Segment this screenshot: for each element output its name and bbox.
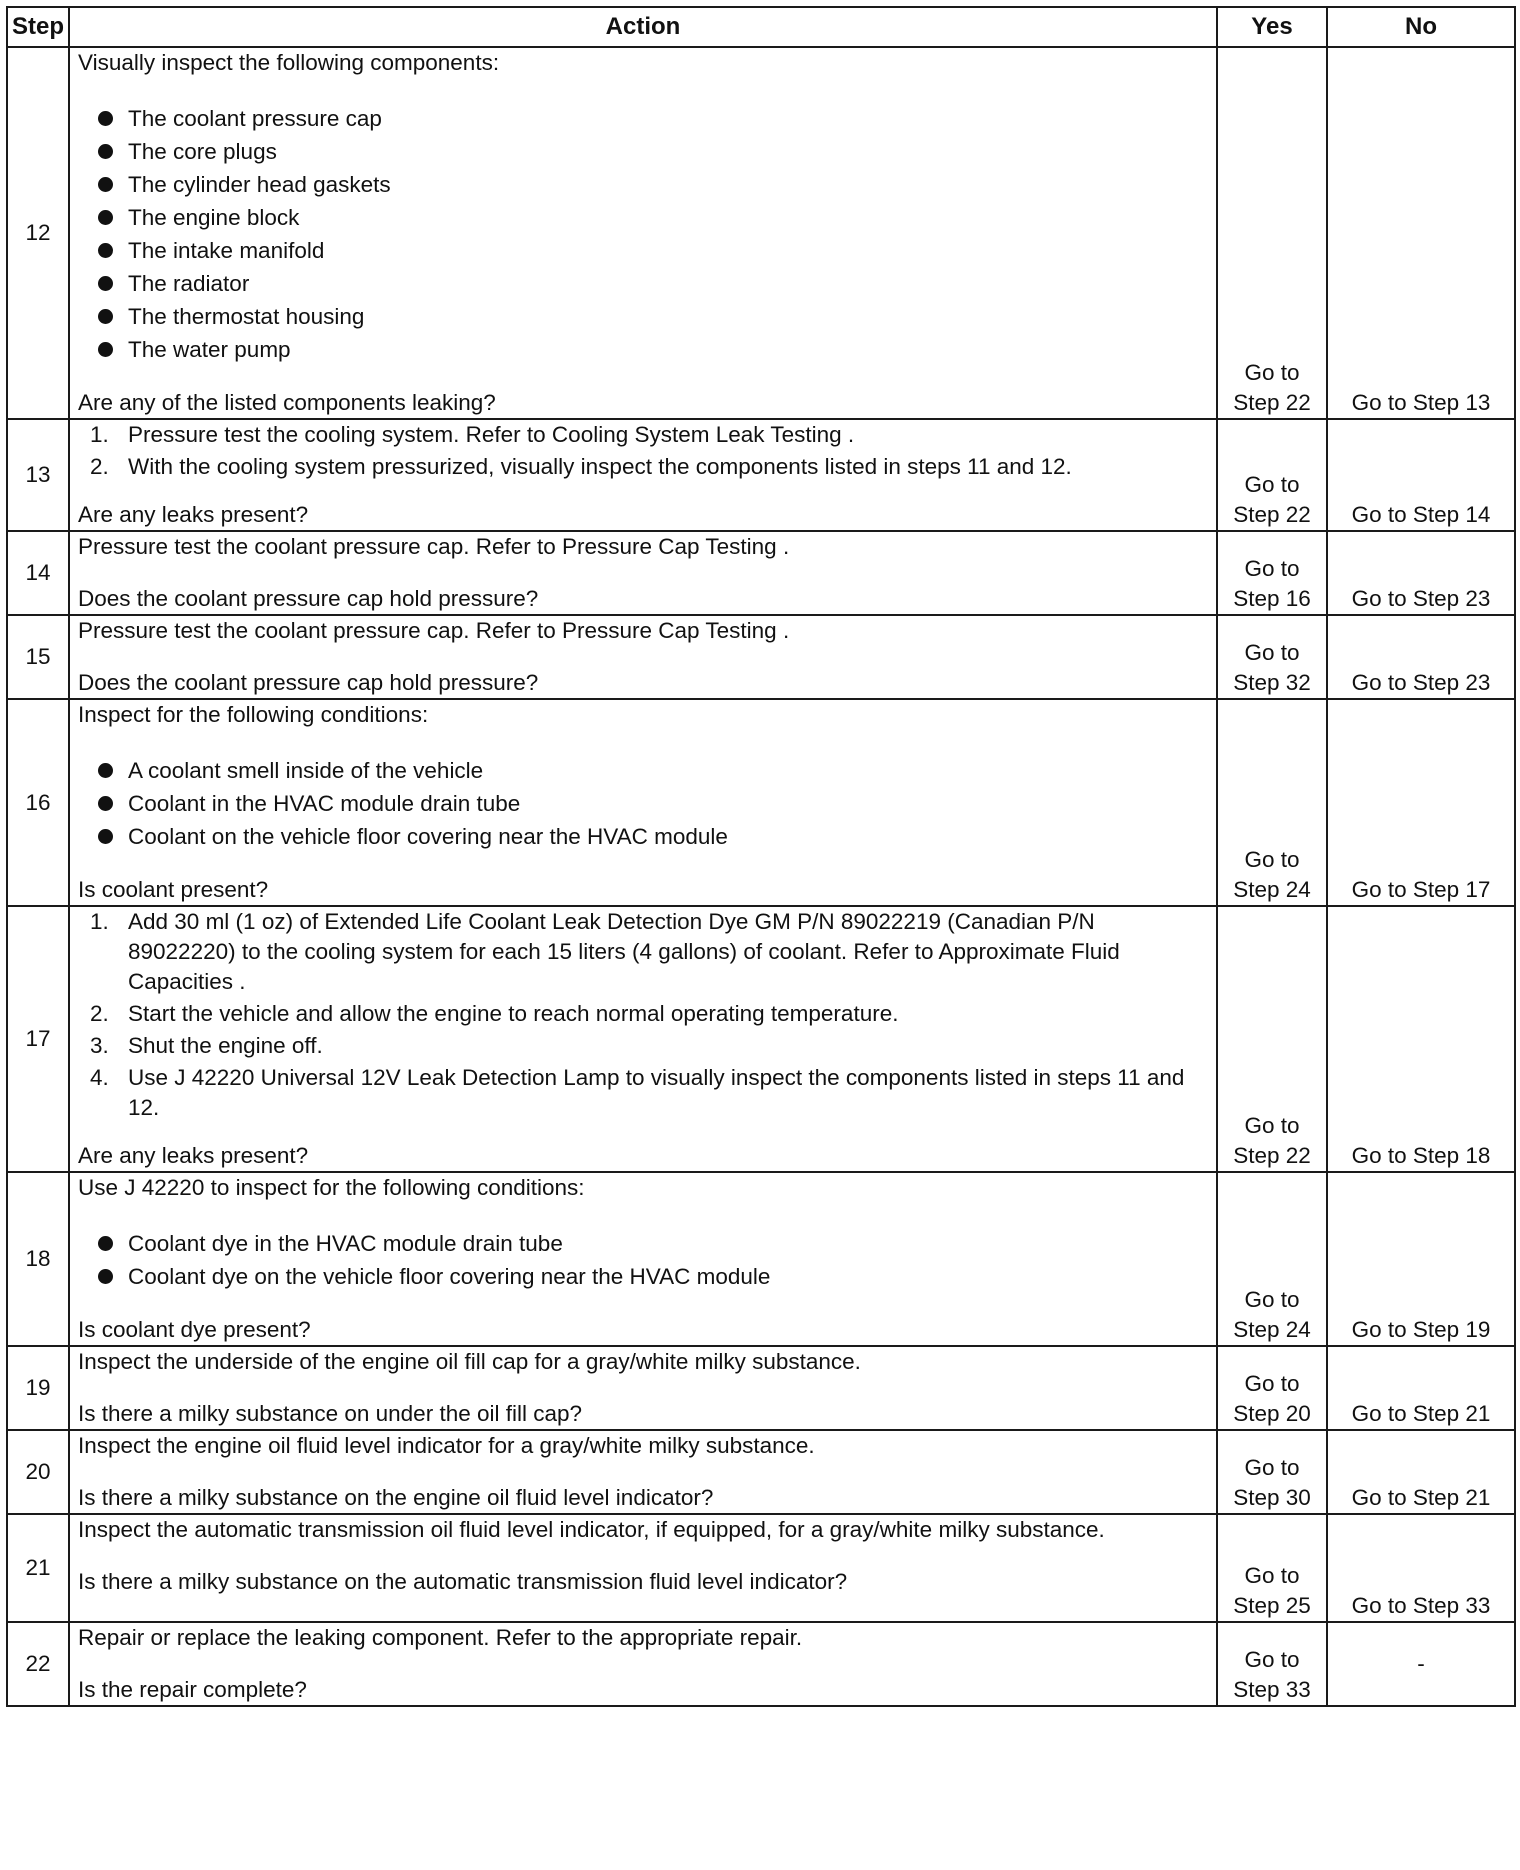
action-instruction: Inspect the underside of the engine oil fill cap for a gray/white milky substance.: [78, 1349, 861, 1374]
step-number: 21: [7, 1514, 69, 1622]
yes-result-line: Go to: [1244, 360, 1300, 385]
yes-result-line: Step 24: [1233, 877, 1311, 902]
yes-result-line: Step 22: [1233, 1143, 1311, 1168]
list-item: [98, 168, 1208, 201]
table-row: [7, 1514, 1515, 1622]
yes-result-line: Step 30: [1233, 1485, 1311, 1510]
table-row: [7, 531, 1515, 615]
bullet-icon: [98, 1269, 113, 1284]
no-result: Go to Step 14: [1327, 419, 1515, 531]
numbered-list: [78, 420, 1208, 482]
step-number: 15: [7, 615, 69, 699]
no-result: Go to Step 17: [1327, 699, 1515, 906]
list-item: [98, 333, 1208, 366]
action-cell: [69, 531, 1217, 615]
yes-result-line: Go to: [1244, 1113, 1300, 1138]
yes-result: [1217, 1622, 1327, 1706]
action-question: Is there a milky substance on the engine oil fluid level indicator?: [78, 1485, 714, 1510]
list-item-text: The water pump: [128, 337, 291, 362]
list-item: [98, 820, 1208, 853]
header-action: Action: [69, 7, 1217, 47]
bullet-list: [78, 754, 1208, 853]
table-row: [7, 699, 1515, 906]
list-item: [98, 787, 1208, 820]
action-instruction: Visually inspect the following components:: [78, 50, 500, 75]
yes-result: [1217, 47, 1327, 419]
action-cell: [69, 1622, 1217, 1706]
yes-result-line: Go to: [1244, 556, 1300, 581]
list-item: [98, 300, 1208, 333]
action-instruction: Repair or replace the leaking component. Refer to the appropriate repair.: [78, 1625, 803, 1650]
action-cell: [69, 699, 1217, 906]
action-instruction: Inspect the engine oil fluid level indicator for a gray/white milky substance.: [78, 1433, 815, 1458]
no-result: Go to Step 33: [1327, 1514, 1515, 1622]
action-instruction: Pressure test the coolant pressure cap. Refer to Pressure Cap Testing .: [78, 618, 790, 643]
action-cell: [69, 1346, 1217, 1430]
no-result: Go to Step 21: [1327, 1346, 1515, 1430]
list-item-text: Coolant in the HVAC module drain tube: [128, 791, 521, 816]
table-row: [7, 906, 1515, 1172]
header-yes: Yes: [1217, 7, 1327, 47]
list-item: [98, 1227, 1208, 1260]
table-row: [7, 615, 1515, 699]
no-result: Go to Step 21: [1327, 1430, 1515, 1514]
yes-result-line: Step 25: [1233, 1593, 1311, 1618]
no-result: -: [1327, 1622, 1515, 1706]
list-item: [90, 452, 1208, 482]
table-row: [7, 419, 1515, 531]
header-step: Step: [7, 7, 69, 47]
action-instruction: Use J 42220 to inspect for the following conditions:: [78, 1175, 585, 1200]
list-item-text: The coolant pressure cap: [128, 106, 382, 131]
table-row: [7, 1430, 1515, 1514]
action-question: Are any leaks present?: [78, 502, 309, 527]
no-result: Go to Step 23: [1327, 531, 1515, 615]
list-item-text: With the cooling system pressurized, visually inspect the components listed in steps 11 and 12.: [128, 454, 1072, 479]
list-item-text: The intake manifold: [128, 238, 325, 263]
no-result: Go to Step 23: [1327, 615, 1515, 699]
yes-result: [1217, 1430, 1327, 1514]
list-item-text: Start the vehicle and allow the engine to reach normal operating temperature.: [128, 1001, 899, 1026]
list-item: [98, 201, 1208, 234]
list-item: [98, 102, 1208, 135]
bullet-icon: [98, 796, 113, 811]
yes-result: [1217, 1172, 1327, 1346]
list-item-number: 1.: [90, 422, 109, 447]
list-item: [98, 267, 1208, 300]
list-item: [90, 907, 1208, 997]
header-row: [7, 7, 1515, 47]
yes-result-line: Step 16: [1233, 586, 1311, 611]
list-item-text: The radiator: [128, 271, 250, 296]
action-question: Is there a milky substance on the automatic transmission fluid level indicator?: [78, 1569, 848, 1594]
list-item-number: 4.: [90, 1065, 109, 1090]
diagnostic-table: [6, 6, 1516, 1707]
table-row: [7, 1346, 1515, 1430]
list-item: [98, 1260, 1208, 1293]
step-number: 20: [7, 1430, 69, 1514]
list-item-number: 3.: [90, 1033, 109, 1058]
step-number: 12: [7, 47, 69, 419]
list-item-text: The cylinder head gaskets: [128, 172, 391, 197]
yes-result: [1217, 531, 1327, 615]
list-item-text: A coolant smell inside of the vehicle: [128, 758, 484, 783]
yes-result-line: Step 20: [1233, 1401, 1311, 1426]
step-number: 19: [7, 1346, 69, 1430]
list-item-text: The thermostat housing: [128, 304, 365, 329]
table-row: [7, 47, 1515, 419]
action-instruction: Inspect the automatic transmission oil fluid level indicator, if equipped, for a gray/white milky substance.: [78, 1517, 1105, 1542]
action-question: Is coolant present?: [78, 877, 269, 902]
yes-result-line: Go to: [1244, 1563, 1300, 1588]
list-item-text: Use J 42220 Universal 12V Leak Detection Lamp to visually inspect the components listed in steps 11 and 12.: [128, 1065, 1185, 1120]
yes-result: [1217, 699, 1327, 906]
bullet-list: [78, 1227, 1208, 1293]
header-no: No: [1327, 7, 1515, 47]
step-number: 22: [7, 1622, 69, 1706]
bullet-icon: [98, 210, 113, 225]
yes-result-line: Go to: [1244, 1287, 1300, 1312]
action-cell: [69, 419, 1217, 531]
list-item-text: Pressure test the cooling system. Refer to Cooling System Leak Testing .: [128, 422, 855, 447]
list-item: [98, 234, 1208, 267]
list-item-text: Shut the engine off.: [128, 1033, 323, 1058]
list-item-number: 2.: [90, 1001, 109, 1026]
list-item-text: Add 30 ml (1 oz) of Extended Life Coolant Leak Detection Dye GM P/N 89022219 (Canadian P/N 89022220) to the cooling system for each 15 liters (4 gallons) of coolant. Refer to Approximate Fluid Capacities .: [128, 909, 1120, 994]
list-item: [90, 1063, 1208, 1123]
step-number: 17: [7, 906, 69, 1172]
yes-result-line: Go to: [1244, 847, 1300, 872]
action-instruction: Pressure test the coolant pressure cap. Refer to Pressure Cap Testing .: [78, 534, 790, 559]
yes-result-line: Go to: [1244, 1647, 1300, 1672]
yes-result: [1217, 1346, 1327, 1430]
bullet-icon: [98, 243, 113, 258]
list-item: [98, 754, 1208, 787]
step-number: 16: [7, 699, 69, 906]
action-question: Does the coolant pressure cap hold pressure?: [78, 670, 539, 695]
table-body: [7, 47, 1515, 1706]
list-item-number: 1.: [90, 909, 109, 934]
yes-result: [1217, 1514, 1327, 1622]
no-result: Go to Step 13: [1327, 47, 1515, 419]
list-item: [98, 135, 1208, 168]
list-item: [90, 1031, 1208, 1061]
yes-result-line: Step 22: [1233, 390, 1311, 415]
step-number: 13: [7, 419, 69, 531]
no-result: Go to Step 19: [1327, 1172, 1515, 1346]
table-row: [7, 1622, 1515, 1706]
action-cell: [69, 47, 1217, 419]
step-number: 18: [7, 1172, 69, 1346]
yes-result: [1217, 615, 1327, 699]
yes-result-line: Step 24: [1233, 1317, 1311, 1342]
action-cell: [69, 906, 1217, 1172]
yes-result-line: Go to: [1244, 1371, 1300, 1396]
no-result: Go to Step 18: [1327, 906, 1515, 1172]
action-cell: [69, 1430, 1217, 1514]
bullet-icon: [98, 309, 113, 324]
list-item-text: The engine block: [128, 205, 300, 230]
bullet-icon: [98, 1236, 113, 1251]
yes-result-line: Go to: [1244, 640, 1300, 665]
bullet-icon: [98, 342, 113, 357]
step-number: 14: [7, 531, 69, 615]
table-row: [7, 1172, 1515, 1346]
action-question: Is coolant dye present?: [78, 1317, 311, 1342]
bullet-icon: [98, 111, 113, 126]
bullet-icon: [98, 144, 113, 159]
action-cell: [69, 1172, 1217, 1346]
action-instruction: Inspect for the following conditions:: [78, 702, 429, 727]
bullet-icon: [98, 276, 113, 291]
list-item-text: Coolant dye in the HVAC module drain tube: [128, 1231, 563, 1256]
numbered-list: [78, 907, 1208, 1123]
yes-result-line: Step 33: [1233, 1677, 1311, 1702]
list-item-text: Coolant on the vehicle floor covering near the HVAC module: [128, 824, 728, 849]
bullet-icon: [98, 763, 113, 778]
bullet-icon: [98, 829, 113, 844]
yes-result-line: Step 32: [1233, 670, 1311, 695]
action-cell: [69, 1514, 1217, 1622]
action-question: Are any leaks present?: [78, 1143, 309, 1168]
yes-result-line: Go to: [1244, 1455, 1300, 1480]
list-item-text: The core plugs: [128, 139, 277, 164]
bullet-list: [78, 102, 1208, 366]
yes-result-line: Go to: [1244, 472, 1300, 497]
action-question: Does the coolant pressure cap hold pressure?: [78, 586, 539, 611]
list-item-text: Coolant dye on the vehicle floor covering near the HVAC module: [128, 1264, 771, 1289]
bullet-icon: [98, 177, 113, 192]
yes-result-line: Step 22: [1233, 502, 1311, 527]
list-item: [90, 420, 1208, 450]
action-question: Is the repair complete?: [78, 1677, 307, 1702]
list-item: [90, 999, 1208, 1029]
yes-result: [1217, 906, 1327, 1172]
action-cell: [69, 615, 1217, 699]
action-question: Is there a milky substance on under the oil fill cap?: [78, 1401, 583, 1426]
list-item-number: 2.: [90, 454, 109, 479]
action-question: Are any of the listed components leaking?: [78, 390, 496, 415]
yes-result: [1217, 419, 1327, 531]
